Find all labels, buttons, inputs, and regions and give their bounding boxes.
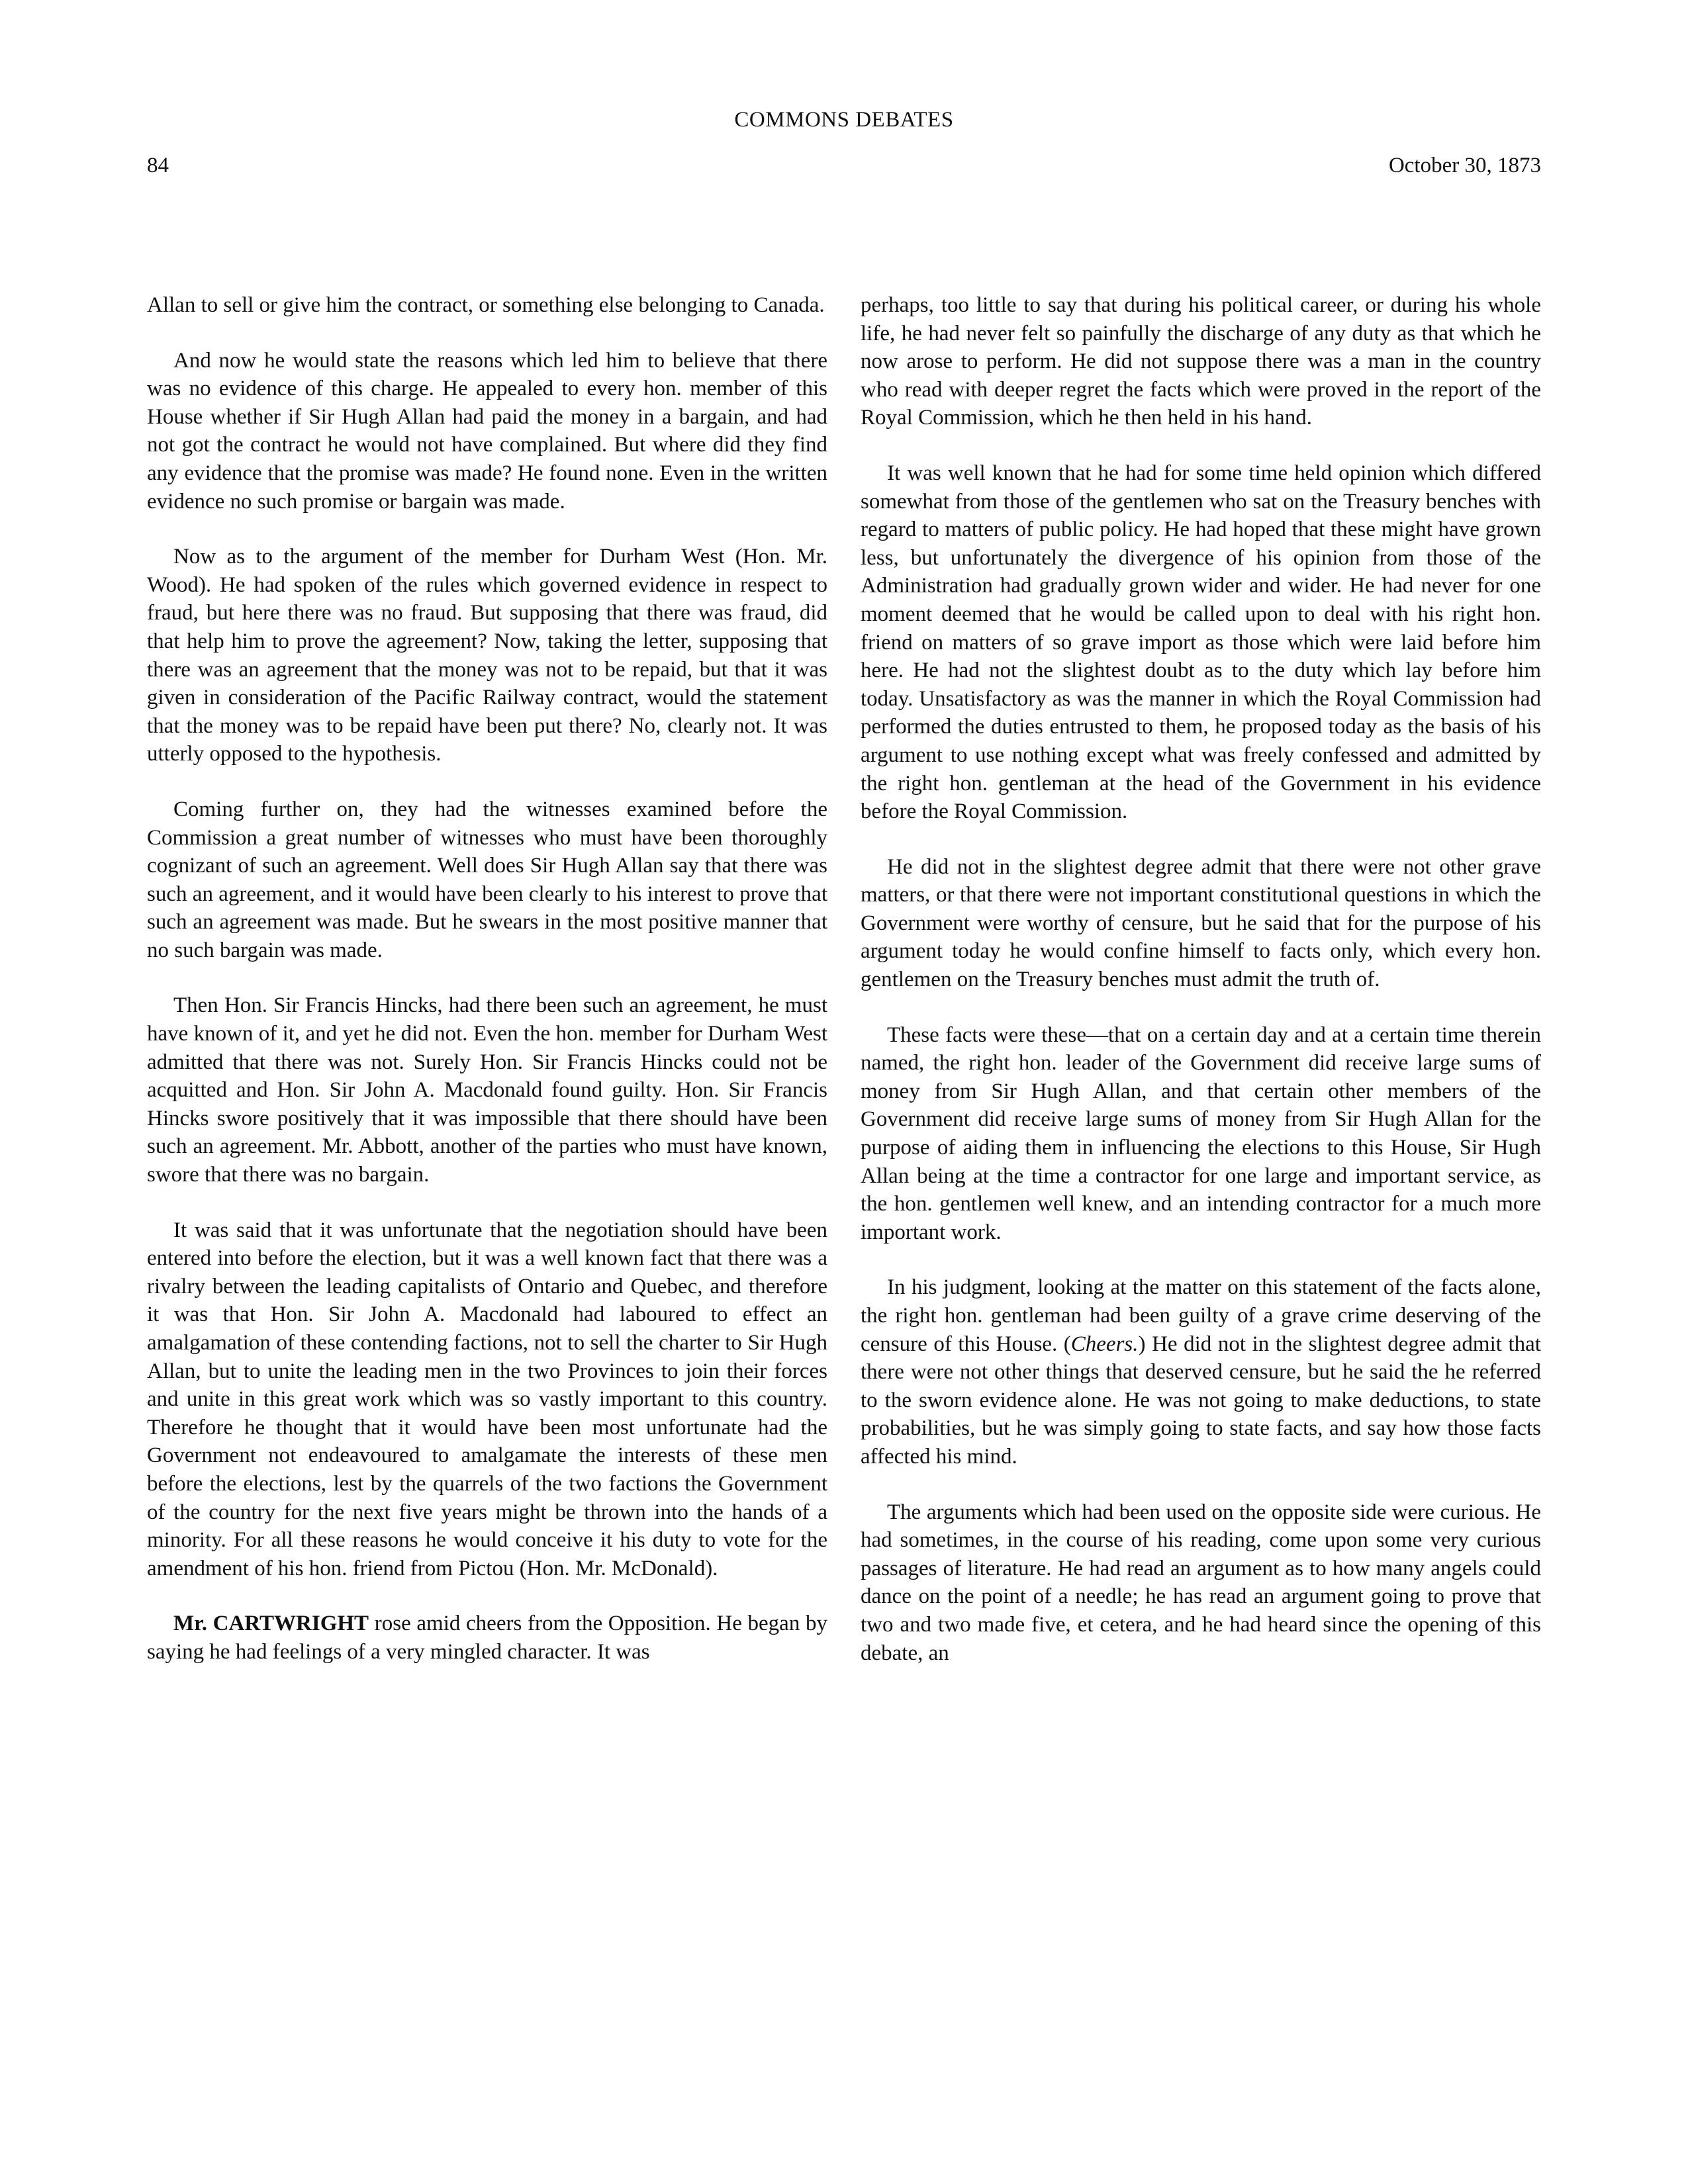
paragraph: It was well known that he had for some time held opinion which differed somewhat from those of the gentlemen who sat on the Treasury benches with regard to matters of public policy. He had hoped that these might have grown less, but unfortunately the divergence of his opinion from those of the Administration had gradually grown wider and wider. He had never for one moment deemed that he would be called upon to deal with his right hon. friend on matters of so grave import as those which were laid before him here. He had not the slightest doubt as to the duty which lay before him today. Unsatisfactory as was the manner in which the Royal Commission had performed the duties entrusted to them, he proposed today as the basis of his argument to use nothing except what was freely confessed and admitted by the right hon. gentleman at the head of the Government in his evidence before the Royal Commission. — [861, 461, 1541, 824]
paragraph: Coming further on, they had the witnesses examined before the Commission a great number of witnesses who must have been thoroughly cognizant of such an agreement. Well does Sir Hugh Allan say that there was such an agreement, and it would have been clearly to his interest to prove that such an agreement was made. But he swears in the most positive manner that no such bargain was made. — [147, 797, 827, 962]
paragraph: Now as to the argument of the member for Durham West (Hon. Mr. Wood). He had spoken of the rules which governed evidence in respect to fraud, but here there was no fraud. But supposing that there was fraud, did that help him to prove the agreement? Now, taking the letter, supposing that there was an agreement that the money was not to be repaid, but that it was given in consideration of the Pacific Railway contract, would the statement that the money was to be repaid have been put there? No, clearly not. It was utterly opposed to the hypothesis. — [147, 545, 827, 766]
paragraph-text: In his judgment, looking at the matter on this statement of the facts alone, the right hon. gentleman had been guilty of a grave crime deserving of the censure of this House. ( — [861, 1275, 1541, 1356]
paragraph: Allan to sell or give him the contract, or something else belonging to Canada. — [147, 293, 825, 317]
paragraph-speech — [147, 1610, 827, 1666]
paragraph-text: ) He did not in the slightest degree admit that there were not other things that deserved censure, but he said the he referred to the sworn evidence alone. He was not going to make deductions, to state probabilities, but he was simply going to state facts, and say how those facts affected his mind. — [861, 1332, 1541, 1469]
paragraph: perhaps, too little to say that during his political career, or during his whole life, he had never felt so painfully the discharge of any duty as that which he now arose to perform. He did not suppose there was a man in the country who read with deeper regret the facts which were proved in the report of the Royal Commission, which he then held in his hand. — [861, 293, 1541, 430]
page-number: 84 — [147, 154, 169, 177]
paragraph: He did not in the slightest degree admit that there were not other grave matters, or that there were not important constitutional questions in which the Government were worthy of censure, but he said that for the purpose of his argument today he would confine himself to facts only, which every hon. gentlemen on the Treasury benches must admit the truth of. — [861, 854, 1541, 992]
speech-text: rose amid cheers from the Opposition. He began by saying he had feelings of a very mingled character. It was — [147, 1612, 827, 1664]
right-column — [861, 291, 1541, 1694]
page-date: October 30, 1873 — [1388, 154, 1541, 177]
paragraph: It was said that it was unfortunate that the negotiation should have been entered into before the election, but it was a well known fact that there was a rivalry between the leading capitalists of Ontario and Quebec, and therefore it was that Hon. Sir John A. Macdonald had laboured to effect an amalgamation of these contending factions, not to sell the charter to Sir Hugh Allan, but to unite the leading men in the two Provinces to join their forces and unite in this great work which was so vastly important to this country. Therefore he thought that it would have been most unfortunate had the Government not endeavoured to amalgamate the interests of these men before the elections, lest by the quarrels of the two factions the Government of the country for the next five years might be thrown into the hands of a minority. For all these reasons he would conceive it his duty to vote for the amendment of his hon. friend from Pictou (Hon. Mr. McDonald). — [147, 1218, 827, 1580]
paragraph: These facts were these—that on a certain day and at a certain time therein named, the right hon. leader of the Government did receive large sums of money from Sir Hugh Allan, and that certain other members of the Government did receive large sums of money from Sir Hugh Allan for the purpose of aiding them in influencing the elections to this House, Sir Hugh Allan being at the time a contractor for one large and important service, as the hon. gentlemen well knew, and an intending contractor for a much more important work. — [861, 1023, 1541, 1244]
stage-direction: Cheers. — [1070, 1332, 1139, 1356]
paragraph: The arguments which had been used on the opposite side were curious. He had sometimes, in the course of his reading, come upon some very curious passages of literature. He had read an argument as to how many angels could dance on the point of a needle; he has read an argument going to prove that two and two made five, et cetera, and he had heard since the opening of this debate, an — [861, 1500, 1541, 1665]
paragraph — [861, 1273, 1541, 1471]
running-title: COMMONS DEBATES — [734, 108, 954, 132]
paragraph: And now he would state the reasons which led him to believe that there was no evidence of this charge. He appealed to every hon. member of this House whether if Sir Hugh Allan had paid the money in a bargain, and had not got the contract he would not have complained. But where did they find any evidence that the promise was made? He found none. Even in the written evidence no such promise or bargain was made. — [147, 348, 827, 514]
paragraph: Then Hon. Sir Francis Hincks, had there been such an agreement, he must have known of it, and yet he did not. Even the hon. member for Durham West admitted that there was not. Surely Hon. Sir Francis Hincks could not be acquitted and Hon. Sir John A. Macdonald found guilty. Hon. Sir Francis Hincks swore positively that it was impossible that there should have been such an agreement. Mr. Abbott, another of the parties who must have known, swore that there was no bargain. — [147, 993, 827, 1187]
left-column — [147, 291, 827, 1694]
speaker-name: Mr. CARTWRIGHT — [173, 1612, 369, 1636]
